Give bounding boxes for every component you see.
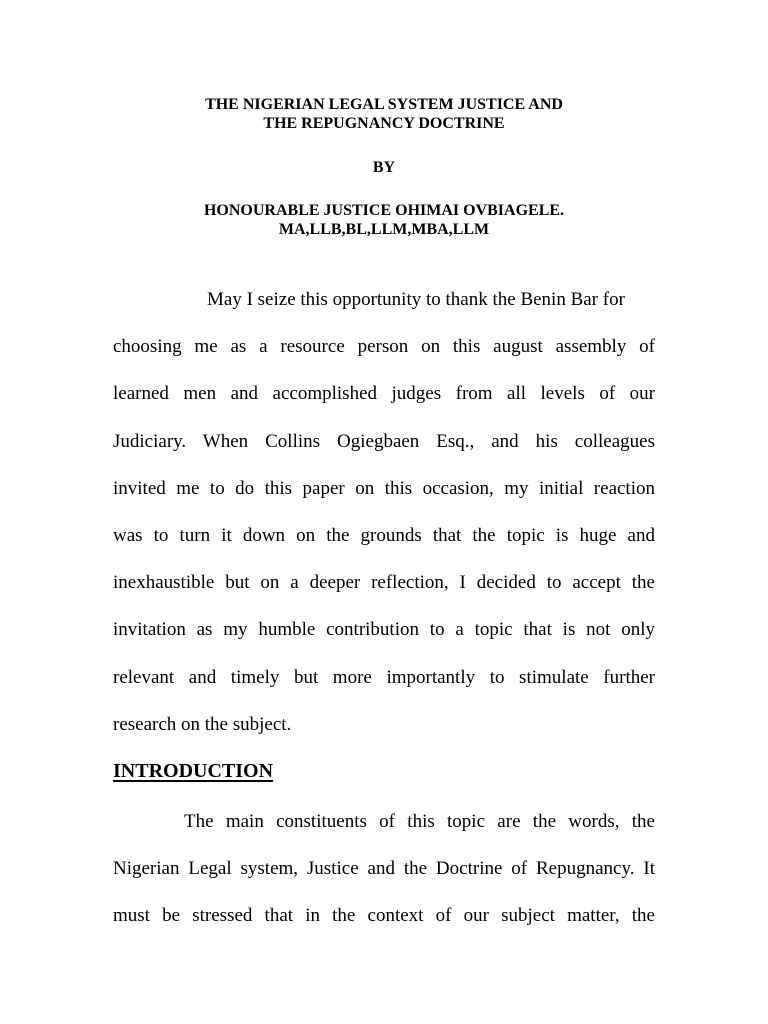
author-credentials: MA,LLB,BL,LLM,MBA,LLM <box>278 221 490 238</box>
paragraph-line: was to turn it down on the grounds that the topic is huge and <box>113 525 655 547</box>
paragraph-line: Judiciary. When Collins Ogiegbaen Esq., and his colleagues <box>113 430 655 452</box>
paragraph-line: relevant and timely but more importantly to stimulate further <box>113 666 655 688</box>
paragraph-line: inexhaustible but on a deeper reflection, I decided to accept the <box>113 572 655 594</box>
paragraph-2 <box>113 798 655 940</box>
paragraph-line: choosing me as a resource person on this august assembly of <box>113 336 655 358</box>
author-name: HONOURABLE JUSTICE OHIMAI OVBIAGELE. <box>203 202 565 219</box>
paragraph-line: research on the subject. <box>113 713 292 735</box>
title-line-1: THE NIGERIAN LEGAL SYSTEM JUSTICE AND <box>205 96 563 113</box>
paragraph-line: Nigerian Legal system, Justice and the Doctrine of Repugnancy. It <box>113 858 655 880</box>
paragraph-line: invitation as my humble contribution to a topic that is not only <box>113 619 655 641</box>
section-heading-introduction: INTRODUCTION <box>113 760 274 782</box>
title-line-2: THE REPUGNANCY DOCTRINE <box>263 115 505 132</box>
paragraph-1 <box>113 276 655 748</box>
by-label: BY <box>372 159 396 176</box>
document-title <box>0 95 768 133</box>
author-block <box>0 201 768 239</box>
by-line <box>0 158 768 177</box>
paragraph-line: May I seize this opportunity to thank the Benin Bar for <box>207 289 625 310</box>
paragraph-line: invited me to do this paper on this occasion, my initial reaction <box>113 477 655 499</box>
paragraph-line: The main constituents of this topic are the words, the <box>184 811 655 832</box>
paragraph-line: learned men and accomplished judges from all levels of our <box>113 383 655 405</box>
paragraph-line: must be stressed that in the context of our subject matter, the <box>113 905 655 927</box>
